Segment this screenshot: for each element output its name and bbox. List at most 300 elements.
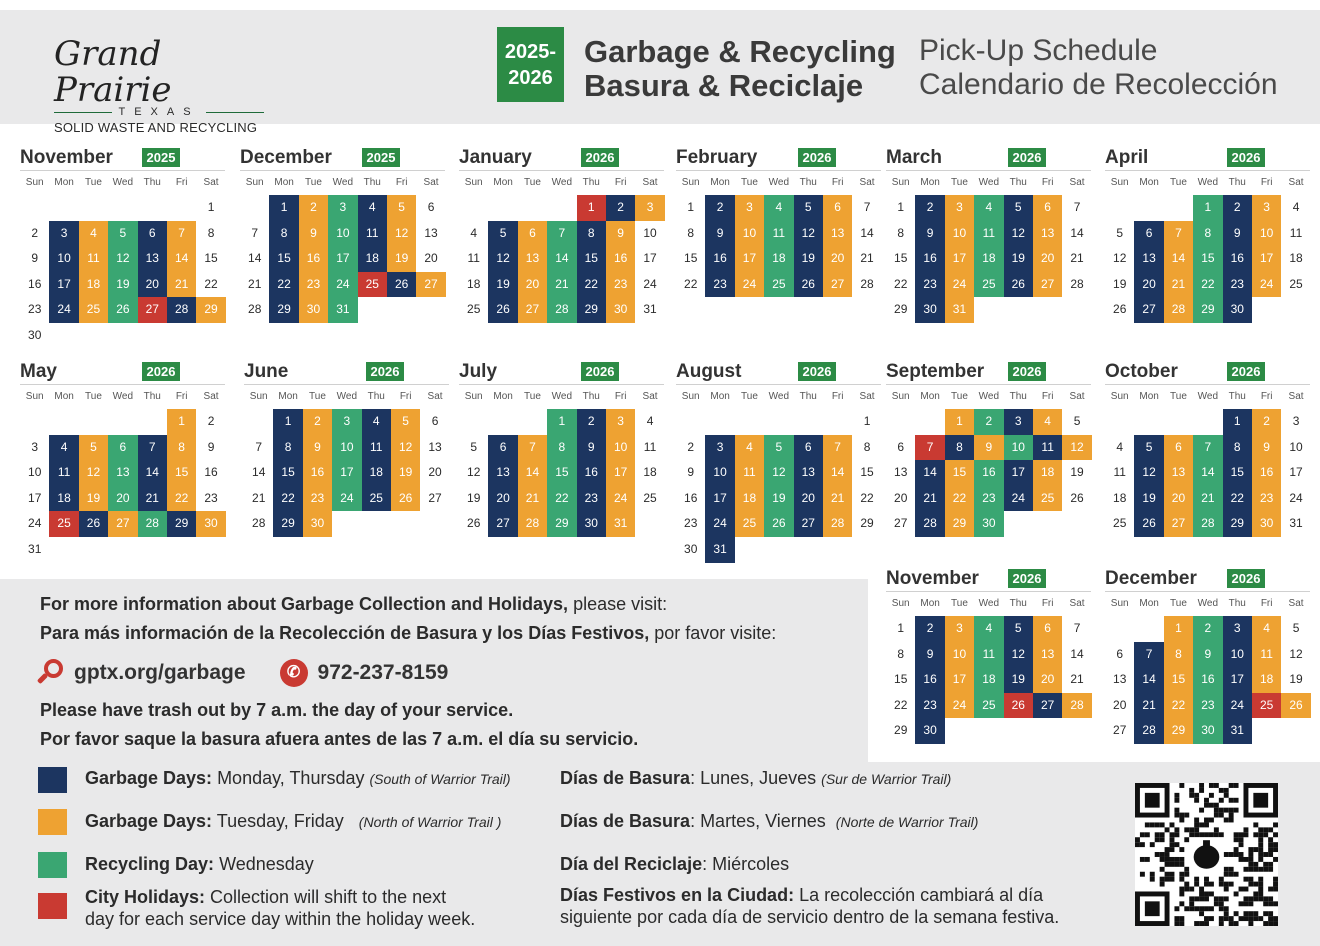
qr-module bbox=[1258, 896, 1263, 901]
day-cell: 18 bbox=[467, 276, 481, 291]
month-header bbox=[1105, 566, 1310, 592]
qr-module bbox=[1179, 847, 1184, 852]
day-cell: 27 bbox=[138, 297, 167, 323]
month-name: June bbox=[244, 361, 289, 382]
year-badge bbox=[497, 27, 564, 102]
qr-module bbox=[1170, 872, 1175, 877]
qr-module bbox=[1248, 896, 1253, 901]
weekday-label: Wed bbox=[978, 177, 1000, 188]
day-cell: 18 bbox=[974, 246, 1003, 272]
trash-bag-icon bbox=[1194, 845, 1220, 869]
day-cell: 1 bbox=[207, 200, 215, 214]
day-cell: 4 bbox=[735, 435, 764, 461]
qr-module bbox=[1253, 896, 1258, 901]
day-cell: 29 bbox=[547, 511, 576, 537]
day-cell: 7 bbox=[547, 221, 576, 247]
qr-module bbox=[1214, 827, 1219, 832]
qr-module bbox=[1199, 911, 1204, 916]
month-calendar bbox=[20, 145, 225, 349]
day-cell: 2 bbox=[1252, 409, 1281, 435]
day-cell: 16 bbox=[606, 246, 635, 272]
day-cell: 25 bbox=[764, 272, 793, 298]
day-cell: 19 bbox=[108, 272, 137, 298]
day-cell: 8 bbox=[1223, 435, 1252, 461]
day-cell: 11 bbox=[1289, 225, 1303, 240]
day-cell: 12 bbox=[488, 246, 517, 272]
weekday-label: Thu bbox=[1228, 177, 1246, 188]
day-cell: 4 bbox=[358, 195, 387, 221]
day-cell: 1 bbox=[577, 195, 606, 221]
qr-module bbox=[1189, 788, 1194, 793]
qr-module bbox=[1204, 803, 1209, 808]
day-cell: 15 bbox=[577, 246, 606, 272]
city-logo bbox=[54, 36, 264, 135]
month-year-badge: 2026 bbox=[581, 362, 619, 381]
weekday-label: Thu bbox=[1009, 177, 1027, 188]
day-cell: 25 bbox=[974, 693, 1003, 719]
weekday-label: Fri bbox=[175, 177, 188, 188]
day-cell: 11 bbox=[362, 435, 391, 461]
day-cell: 24 bbox=[705, 511, 734, 537]
qr-module bbox=[1243, 911, 1248, 916]
day-cell: 12 bbox=[1134, 460, 1163, 486]
weekday-label: Thu bbox=[1009, 391, 1027, 402]
day-cell: 17 bbox=[945, 246, 974, 272]
qr-module bbox=[1258, 827, 1263, 832]
day-cell: 28 bbox=[518, 511, 547, 537]
day-cell: 15 bbox=[1223, 460, 1252, 486]
weekday-label: Tue bbox=[524, 177, 541, 188]
month-header bbox=[886, 145, 1091, 171]
qr-code[interactable] bbox=[1135, 783, 1278, 926]
legend-recycling-es: Día del Reciclaje: Miércoles bbox=[560, 854, 790, 874]
day-cell: 9 bbox=[577, 435, 606, 461]
day-cell: 15 bbox=[547, 460, 576, 486]
day-cell: 29 bbox=[945, 511, 974, 537]
qr-module bbox=[1258, 852, 1263, 857]
qr-module bbox=[1170, 877, 1175, 882]
qr-module bbox=[1229, 921, 1234, 926]
qr-module bbox=[1273, 882, 1278, 887]
day-cell: 2 bbox=[299, 195, 328, 221]
month-calendar bbox=[244, 359, 449, 537]
qr-module bbox=[1140, 857, 1145, 862]
weekday-label: Tue bbox=[951, 598, 968, 609]
day-cell: 25 bbox=[79, 297, 108, 323]
qr-module bbox=[1273, 842, 1278, 847]
day-cell: 27 bbox=[1164, 511, 1193, 537]
weekday-label: Thu bbox=[1228, 598, 1246, 609]
year-badge-line1: 2025- bbox=[504, 40, 557, 63]
qr-module bbox=[1179, 857, 1184, 862]
qr-module bbox=[1263, 852, 1268, 857]
empty-cell bbox=[1134, 409, 1163, 435]
month-year-badge: 2026 bbox=[1008, 569, 1046, 588]
day-cell: 17 bbox=[328, 246, 357, 272]
qr-module bbox=[1150, 877, 1155, 882]
qr-module bbox=[1248, 877, 1253, 882]
day-cell: 3 bbox=[31, 439, 39, 454]
day-cell: 12 bbox=[794, 221, 823, 247]
day-cell: 13 bbox=[488, 460, 517, 486]
day-cell: 20 bbox=[428, 465, 442, 480]
weekday-label: Fri bbox=[1260, 598, 1273, 609]
day-cell: 17 bbox=[1289, 465, 1303, 480]
weekday-row bbox=[676, 389, 881, 405]
qr-module bbox=[1248, 867, 1253, 872]
day-cell: 22 bbox=[269, 272, 298, 298]
qr-module bbox=[1229, 872, 1234, 877]
month-header bbox=[886, 566, 1091, 592]
day-cell: 10 bbox=[735, 221, 764, 247]
qr-module bbox=[1234, 832, 1239, 837]
day-grid bbox=[886, 409, 1091, 537]
day-cell: 18 bbox=[1113, 490, 1127, 505]
day-cell: 27 bbox=[416, 272, 445, 298]
subtitle-spanish: Calendario de Recolección bbox=[919, 68, 1278, 101]
weekday-label: Wed bbox=[768, 177, 790, 188]
day-cell: 16 bbox=[1223, 246, 1252, 272]
day-cell: 14 bbox=[138, 460, 167, 486]
qr-module bbox=[1214, 901, 1219, 906]
weekday-label: Thu bbox=[799, 391, 817, 402]
qr-module bbox=[1219, 813, 1224, 818]
empty-cell bbox=[705, 409, 734, 435]
day-cell: 23 bbox=[303, 486, 332, 512]
weekday-label: Fri bbox=[614, 391, 627, 402]
day-cell: 17 bbox=[945, 667, 974, 693]
weekday-row bbox=[886, 389, 1091, 405]
empty-cell bbox=[167, 195, 196, 221]
day-cell: 7 bbox=[1164, 221, 1193, 247]
qr-module bbox=[1229, 867, 1234, 872]
qr-module bbox=[1229, 783, 1234, 788]
day-cell: 24 bbox=[945, 272, 974, 298]
day-cell: 10 bbox=[1289, 439, 1303, 454]
qr-module bbox=[1248, 882, 1253, 887]
day-cell: 9 bbox=[31, 251, 39, 266]
day-cell: 9 bbox=[1223, 221, 1252, 247]
day-cell: 11 bbox=[643, 439, 657, 454]
weekday-label: Wed bbox=[768, 391, 790, 402]
qr-module bbox=[1224, 906, 1229, 911]
day-cell: 12 bbox=[391, 435, 420, 461]
qr-module bbox=[1174, 808, 1179, 813]
qr-module bbox=[1248, 862, 1253, 867]
month-calendar bbox=[1105, 359, 1310, 537]
day-cell: 22 bbox=[945, 486, 974, 512]
qr-module bbox=[1229, 798, 1234, 803]
qr-module bbox=[1219, 798, 1224, 803]
day-cell: 31 bbox=[1223, 718, 1252, 744]
weekday-row bbox=[240, 175, 445, 191]
day-cell: 31 bbox=[945, 297, 974, 323]
qr-module bbox=[1224, 872, 1229, 877]
day-cell: 6 bbox=[823, 195, 852, 221]
day-grid bbox=[676, 409, 881, 563]
day-cell: 18 bbox=[362, 460, 391, 486]
qr-module bbox=[1160, 857, 1165, 862]
qr-module bbox=[1263, 911, 1268, 916]
day-cell: 26 bbox=[764, 511, 793, 537]
day-cell: 16 bbox=[1252, 460, 1281, 486]
day-grid bbox=[886, 195, 1091, 323]
day-cell: 20 bbox=[108, 486, 137, 512]
day-cell: 17 bbox=[1223, 667, 1252, 693]
day-cell: 28 bbox=[915, 511, 944, 537]
qr-module bbox=[1214, 783, 1219, 788]
qr-module bbox=[1199, 891, 1204, 896]
day-cell: 19 bbox=[764, 486, 793, 512]
day-cell: 4 bbox=[49, 435, 78, 461]
qr-module bbox=[1224, 916, 1229, 921]
day-cell: 8 bbox=[577, 221, 606, 247]
empty-cell bbox=[1105, 195, 1134, 221]
legend-swatch-red bbox=[38, 893, 67, 919]
month-name: July bbox=[459, 361, 498, 382]
weekday-label: Tue bbox=[741, 177, 758, 188]
day-cell: 17 bbox=[606, 460, 635, 486]
day-cell: 4 bbox=[362, 409, 391, 435]
qr-module bbox=[1239, 857, 1244, 862]
weekday-row bbox=[1105, 175, 1310, 191]
weekday-label: Sun bbox=[1110, 391, 1129, 402]
empty-cell bbox=[1105, 616, 1134, 642]
weekday-label: Sun bbox=[464, 391, 483, 402]
qr-module bbox=[1179, 891, 1184, 896]
day-cell: 12 bbox=[1289, 646, 1303, 661]
qr-module bbox=[1194, 832, 1199, 837]
empty-cell bbox=[823, 409, 852, 435]
day-cell: 11 bbox=[1113, 465, 1126, 480]
weekday-row bbox=[676, 175, 881, 191]
day-cell: 24 bbox=[735, 272, 764, 298]
qr-module bbox=[1194, 882, 1199, 887]
day-cell: 16 bbox=[204, 465, 218, 480]
day-cell: 3 bbox=[1292, 414, 1300, 428]
day-cell: 26 bbox=[391, 486, 420, 512]
qr-module bbox=[1160, 867, 1165, 872]
qr-module bbox=[1194, 798, 1199, 803]
day-cell: 31 bbox=[705, 537, 734, 563]
weekday-label: Wed bbox=[551, 177, 573, 188]
weekday-label: Sat bbox=[859, 177, 875, 188]
day-cell: 3 bbox=[606, 409, 635, 435]
qr-module bbox=[1204, 896, 1209, 901]
day-cell: 19 bbox=[794, 246, 823, 272]
day-cell: 27 bbox=[488, 511, 517, 537]
phone-icon: ✆ bbox=[280, 659, 308, 687]
day-cell: 8 bbox=[945, 435, 974, 461]
day-cell: 10 bbox=[1223, 642, 1252, 668]
qr-module bbox=[1170, 842, 1175, 847]
weekday-label: Thu bbox=[143, 391, 161, 402]
day-cell: 12 bbox=[1004, 642, 1033, 668]
day-cell: 10 bbox=[328, 221, 357, 247]
day-cell: 10 bbox=[28, 465, 42, 480]
qr-module bbox=[1184, 827, 1189, 832]
day-cell: 2 bbox=[303, 409, 332, 435]
day-cell: 2 bbox=[207, 414, 215, 428]
day-cell: 16 bbox=[299, 246, 328, 272]
day-cell: 30 bbox=[303, 511, 332, 537]
qr-module bbox=[1229, 882, 1234, 887]
day-cell: 30 bbox=[915, 297, 944, 323]
day-cell: 2 bbox=[577, 409, 606, 435]
day-cell: 4 bbox=[1116, 439, 1124, 454]
month-name: December bbox=[240, 147, 332, 168]
weekday-row bbox=[1105, 389, 1310, 405]
day-cell: 20 bbox=[1033, 246, 1062, 272]
month-year-badge: 2026 bbox=[581, 148, 619, 167]
qr-module bbox=[1204, 906, 1209, 911]
day-cell: 1 bbox=[897, 621, 905, 635]
day-cell: 28 bbox=[1193, 511, 1222, 537]
qr-module bbox=[1184, 882, 1189, 887]
day-cell: 1 bbox=[863, 414, 871, 428]
day-cell: 1 bbox=[1193, 195, 1222, 221]
weekday-label: Sun bbox=[891, 391, 910, 402]
day-cell: 15 bbox=[1164, 667, 1193, 693]
day-cell: 21 bbox=[1070, 672, 1084, 687]
qr-module bbox=[1239, 842, 1244, 847]
legend-garbage-tue-fri: Garbage Days: Tuesday, Friday (North of Warrior Trail ) bbox=[85, 811, 502, 831]
qr-module bbox=[1258, 857, 1263, 862]
qr-module bbox=[1258, 891, 1263, 896]
day-cell: 7 bbox=[1134, 642, 1163, 668]
qr-module bbox=[1224, 818, 1229, 823]
day-cell: 16 bbox=[915, 246, 944, 272]
day-cell: 18 bbox=[735, 486, 764, 512]
day-cell: 16 bbox=[705, 246, 734, 272]
weekday-label: Wed bbox=[112, 177, 134, 188]
day-cell: 1 bbox=[167, 409, 196, 435]
day-cell: 22 bbox=[1193, 272, 1222, 298]
qr-module bbox=[1253, 822, 1258, 827]
day-cell: 13 bbox=[518, 246, 547, 272]
day-cell: 19 bbox=[79, 486, 108, 512]
qr-module bbox=[1199, 887, 1204, 892]
legend-swatch-green bbox=[38, 852, 67, 878]
day-cell: 5 bbox=[391, 409, 420, 435]
day-cell: 6 bbox=[427, 200, 435, 214]
empty-cell bbox=[547, 195, 576, 221]
weekday-label: Tue bbox=[1170, 598, 1187, 609]
qr-module bbox=[1224, 852, 1229, 857]
day-cell: 3 bbox=[735, 195, 764, 221]
day-cell: 7 bbox=[823, 435, 852, 461]
day-cell: 28 bbox=[1070, 276, 1084, 291]
weekday-label: Sat bbox=[1069, 177, 1085, 188]
empty-cell bbox=[518, 409, 547, 435]
weekday-label: Sun bbox=[1110, 177, 1129, 188]
day-cell: 30 bbox=[28, 327, 42, 342]
day-cell: 17 bbox=[705, 486, 734, 512]
day-cell: 23 bbox=[299, 272, 328, 298]
weekday-label: Wed bbox=[551, 391, 573, 402]
day-cell: 10 bbox=[332, 435, 361, 461]
qr-module bbox=[1234, 783, 1239, 788]
day-cell: 3 bbox=[49, 221, 78, 247]
qr-module bbox=[1174, 798, 1179, 803]
day-cell: 30 bbox=[606, 297, 635, 323]
phone-number[interactable]: 972-237-8159 bbox=[317, 661, 449, 684]
website-link[interactable]: gptx.org/garbage bbox=[74, 661, 246, 684]
qr-module bbox=[1145, 822, 1150, 827]
day-cell: 6 bbox=[1134, 221, 1163, 247]
day-cell: 10 bbox=[945, 221, 974, 247]
day-cell: 14 bbox=[1070, 646, 1084, 661]
day-cell: 4 bbox=[79, 221, 108, 247]
day-cell: 30 bbox=[1193, 718, 1222, 744]
weekday-label: Mon bbox=[710, 391, 730, 402]
qr-module bbox=[1224, 808, 1229, 813]
day-cell: 2 bbox=[1193, 616, 1222, 642]
day-cell: 18 bbox=[79, 272, 108, 298]
weekday-label: Thu bbox=[582, 177, 600, 188]
day-cell: 18 bbox=[1289, 251, 1303, 266]
qr-module bbox=[1258, 842, 1263, 847]
weekday-label: Sun bbox=[464, 177, 483, 188]
qr-module bbox=[1224, 882, 1229, 887]
qr-module bbox=[1199, 788, 1204, 793]
weekday-label: Mon bbox=[920, 391, 940, 402]
day-cell: 8 bbox=[897, 225, 905, 240]
day-cell: 13 bbox=[823, 221, 852, 247]
trash-bag-knot bbox=[1203, 840, 1210, 847]
day-cell: 26 bbox=[79, 511, 108, 537]
weekday-label: Thu bbox=[1228, 391, 1246, 402]
month-year-badge: 2026 bbox=[1008, 148, 1046, 167]
day-cell: 29 bbox=[894, 302, 908, 317]
day-cell: 26 bbox=[1004, 693, 1033, 719]
qr-module bbox=[1268, 862, 1273, 867]
qr-module bbox=[1189, 906, 1194, 911]
qr-module bbox=[1199, 822, 1204, 827]
weekday-label: Mon bbox=[278, 391, 298, 402]
day-cell: 22 bbox=[684, 276, 698, 291]
weekday-label: Sat bbox=[203, 391, 219, 402]
qr-module bbox=[1204, 882, 1209, 887]
day-cell: 9 bbox=[606, 221, 635, 247]
day-cell: 3 bbox=[635, 195, 664, 221]
weekday-row bbox=[459, 175, 664, 191]
day-cell: 18 bbox=[1033, 460, 1062, 486]
qr-module bbox=[1170, 862, 1175, 867]
qr-module bbox=[1135, 842, 1140, 847]
qr-module bbox=[1273, 832, 1278, 837]
qr-module bbox=[1258, 832, 1263, 837]
day-cell: 13 bbox=[1164, 460, 1193, 486]
qr-module bbox=[1239, 901, 1244, 906]
day-cell: 18 bbox=[358, 246, 387, 272]
day-cell: 22 bbox=[894, 276, 908, 291]
day-grid bbox=[20, 195, 225, 349]
qr-module bbox=[1209, 803, 1214, 808]
weekday-label: Sun bbox=[249, 391, 268, 402]
qr-module bbox=[1273, 916, 1278, 921]
day-cell: 26 bbox=[1070, 490, 1084, 505]
month-calendar bbox=[459, 145, 664, 323]
weekday-label: Sat bbox=[203, 177, 219, 188]
day-cell: 29 bbox=[894, 723, 908, 738]
weekday-label: Mon bbox=[1139, 391, 1159, 402]
qr-module bbox=[1179, 877, 1184, 882]
info-line-en: For more information about Garbage Collection and Holidays, please visit: bbox=[40, 594, 668, 614]
legend-swatch-navy bbox=[38, 767, 67, 793]
qr-module bbox=[1214, 803, 1219, 808]
qr-module bbox=[1268, 847, 1273, 852]
